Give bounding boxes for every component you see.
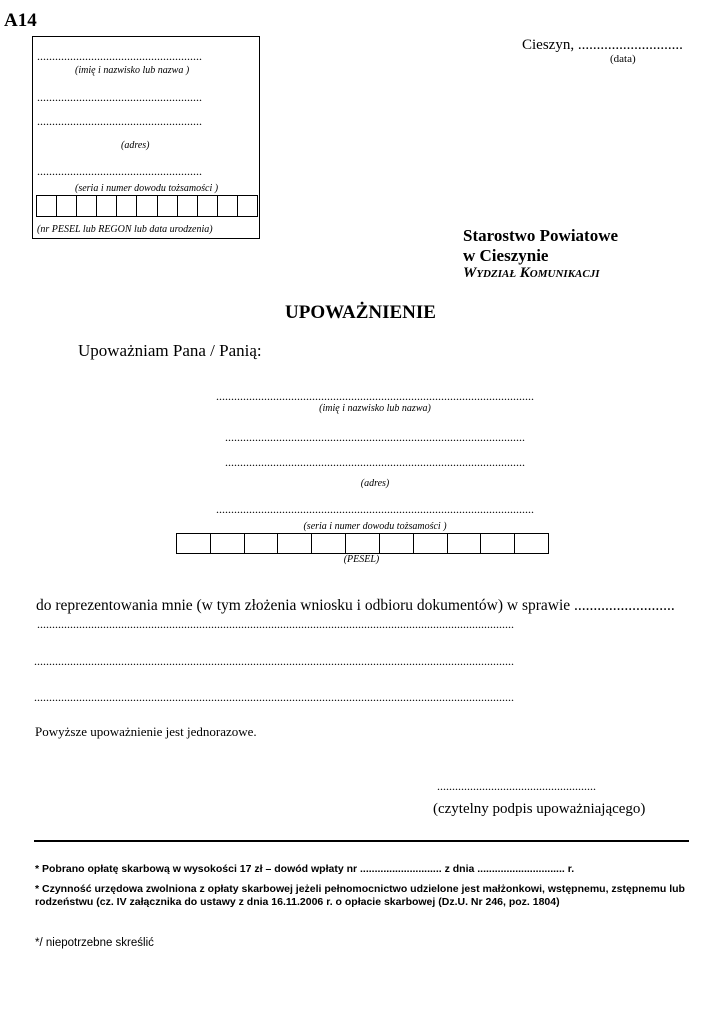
proxy-pesel-caption: (PESEL) [343,554,380,565]
document-title: UPOWAŻNIENIE [285,302,436,323]
applicant-name-caption: (imię i nazwisko lub nazwa ) [75,65,190,76]
proxy-pesel-digit-cell[interactable] [211,534,245,553]
applicant-pesel-digit-cell[interactable] [238,196,257,216]
purpose-line-1[interactable]: ............................................................................................................................................................... [37,617,514,631]
one-time-note: Powyższe upoważnienie jest jednorazowe. [35,724,257,739]
signature-field[interactable]: ..................................................... [437,779,596,793]
strike-footnote: */ niepotrzebne skreślić [35,937,154,949]
applicant-pesel-caption: (nr PESEL lub REGON lub data urodzenia) [37,224,213,235]
proxy-address-caption: (adres) [360,478,390,489]
proxy-pesel-digit-cell[interactable] [278,534,312,553]
purpose-line-2[interactable]: ................................................................................................................................................................ [34,654,514,668]
intro-text: Upoważniam Pana / Panią: [78,341,262,360]
proxy-pesel-digit-cell[interactable] [346,534,380,553]
applicant-id-caption: (seria i numer dowodu tożsamości ) [75,183,219,194]
proxy-id-field[interactable]: .......................................................................................................... [216,502,534,516]
proxy-name-field[interactable]: .......................................................................................................... [216,389,534,403]
applicant-pesel-digit-cell[interactable] [117,196,137,216]
proxy-pesel-grid[interactable] [176,533,549,554]
applicant-pesel-digit-cell[interactable] [77,196,97,216]
proxy-id-caption: (seria i numer dowodu tożsamości ) [303,521,447,532]
applicant-pesel-digit-cell[interactable] [198,196,218,216]
applicant-address-field-2[interactable]: ....................................................... [37,114,202,128]
applicant-pesel-digit-cell[interactable] [158,196,178,216]
exemption-footnote: * Czynność urzędowa zwolniona z opłaty skarbowej jeżeli pełnomocnictwo udzielone jest małżonkowi, wstępnemu, zstępnemu lub rodzeństwu (cz. IV załącznika do ustawy z dnia 16.11.2006 r. o opłacie skarbowej (Dz.U. Nr 246, poz. 1804) [35,883,685,908]
signature-caption: (czytelny podpis upoważniającego) [433,801,646,817]
purpose-line-3[interactable]: ................................................................................................................................................................ [34,690,514,704]
proxy-pesel-digit-cell[interactable] [245,534,279,553]
applicant-id-field[interactable]: ....................................................... [37,164,202,178]
proxy-pesel-digit-cell[interactable] [414,534,448,553]
applicant-pesel-digit-cell[interactable] [97,196,117,216]
applicant-pesel-digit-cell[interactable] [218,196,238,216]
applicant-pesel-digit-cell[interactable] [57,196,77,216]
proxy-pesel-digit-cell[interactable] [515,534,548,553]
proxy-pesel-digit-cell[interactable] [380,534,414,553]
fee-footnote: * Pobrano opłatę skarbową w wysokości 17 zł – dowód wpłaty nr ............................ z dnia .............................. r. [35,863,575,875]
recipient-city: w Cieszynie [463,246,549,265]
applicant-address-field-1[interactable]: ....................................................... [37,90,202,104]
form-code: A14 [4,10,37,31]
proxy-pesel-digit-cell[interactable] [312,534,346,553]
recipient-department: Wydział Komunikacji [463,265,600,281]
proxy-name-caption: (imię i nazwisko lub nazwa) [319,403,431,414]
applicant-address-caption: (adres) [121,140,150,151]
applicant-name-field[interactable]: ....................................................... [37,49,202,63]
recipient-office: Starostwo Powiatowe [463,226,619,245]
proxy-address-field-2[interactable]: .................................................................................................... [225,455,525,469]
applicant-pesel-grid[interactable] [36,195,258,217]
proxy-pesel-digit-cell[interactable] [481,534,515,553]
applicant-pesel-digit-cell[interactable] [137,196,157,216]
proxy-address-field-1[interactable]: .................................................................................................... [225,430,525,444]
place-date-field[interactable]: Cieszyn, ............................ [522,37,683,53]
proxy-pesel-digit-cell[interactable] [177,534,211,553]
purpose-text[interactable]: do reprezentowania mnie (w tym złożenia wniosku i odbioru dokumentów) w sprawie .......................... [36,597,675,614]
applicant-pesel-digit-cell[interactable] [37,196,57,216]
date-caption: (data) [610,53,636,65]
applicant-pesel-digit-cell[interactable] [178,196,198,216]
proxy-pesel-digit-cell[interactable] [448,534,482,553]
footer-divider [34,840,689,842]
